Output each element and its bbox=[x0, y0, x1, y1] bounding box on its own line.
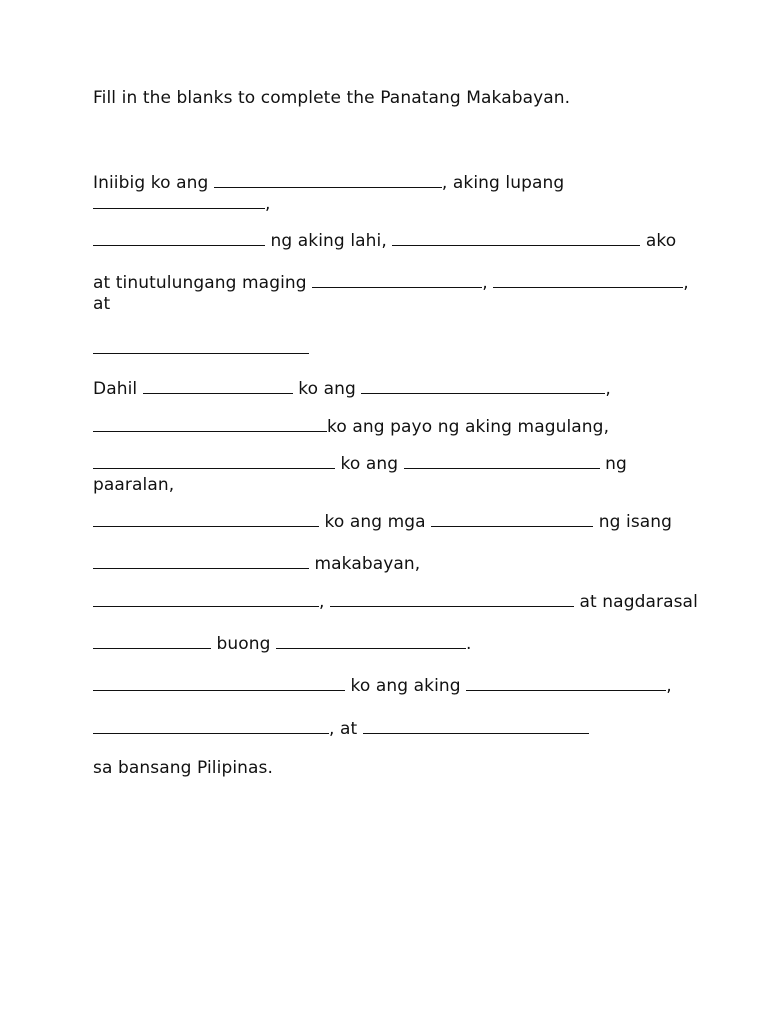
pledge-text: ko ang bbox=[292, 379, 362, 399]
pledge-text: ng aking lahi, bbox=[265, 231, 393, 251]
pledge-text: Iniibig ko ang bbox=[93, 173, 214, 193]
pledge-text: , bbox=[319, 592, 331, 612]
pledge-line-9 bbox=[93, 454, 627, 475]
pledge-text: , at bbox=[329, 719, 363, 739]
pledge-line-6 bbox=[93, 339, 309, 360]
pledge-text: buong bbox=[211, 634, 277, 654]
answer-blank[interactable] bbox=[93, 593, 319, 607]
pledge-line-14 bbox=[93, 634, 472, 655]
pledge-line-7 bbox=[93, 379, 611, 400]
pledge-line-8 bbox=[93, 417, 609, 438]
answer-blank[interactable] bbox=[93, 340, 309, 354]
answer-blank[interactable] bbox=[330, 593, 574, 607]
pledge-text: . bbox=[466, 634, 472, 654]
answer-blank[interactable] bbox=[363, 720, 589, 734]
pledge-text: ko ang payo ng aking magulang, bbox=[327, 417, 610, 437]
pledge-line-5 bbox=[93, 294, 110, 315]
answer-blank[interactable] bbox=[93, 418, 327, 432]
pledge-text: ko ang mga bbox=[319, 512, 432, 532]
answer-blank[interactable] bbox=[312, 274, 482, 288]
answer-blank[interactable] bbox=[93, 195, 265, 209]
pledge-text: at tinutulungang maging bbox=[93, 273, 313, 293]
pledge-text: ako bbox=[640, 231, 677, 251]
pledge-text: , bbox=[265, 194, 271, 214]
answer-blank[interactable] bbox=[93, 513, 319, 527]
pledge-text: ng bbox=[599, 454, 627, 474]
answer-blank[interactable] bbox=[493, 274, 683, 288]
answer-blank[interactable] bbox=[466, 677, 666, 691]
answer-blank[interactable] bbox=[93, 555, 309, 569]
answer-blank[interactable] bbox=[431, 513, 593, 527]
pledge-text: ng isang bbox=[593, 512, 673, 532]
pledge-text: ko ang aking bbox=[345, 676, 467, 696]
pledge-line-15 bbox=[93, 676, 672, 697]
pledge-text: sa bansang Pilipinas. bbox=[93, 758, 274, 778]
answer-blank[interactable] bbox=[93, 455, 335, 469]
pledge-text: makabayan, bbox=[309, 554, 421, 574]
answer-blank[interactable] bbox=[93, 635, 211, 649]
pledge-line-2 bbox=[93, 194, 271, 215]
pledge-text: Dahil bbox=[93, 379, 143, 399]
pledge-line-1 bbox=[93, 173, 564, 194]
pledge-text: at bbox=[93, 294, 111, 314]
answer-blank[interactable] bbox=[93, 677, 345, 691]
pledge-line-13 bbox=[93, 592, 698, 613]
pledge-text: , bbox=[605, 379, 611, 399]
pledge-text: at nagdarasal bbox=[574, 592, 698, 612]
pledge-line-3 bbox=[93, 231, 676, 252]
answer-blank[interactable] bbox=[392, 232, 640, 246]
pledge-text: , bbox=[683, 273, 689, 293]
pledge-line-11 bbox=[93, 512, 672, 533]
pledge-text: ko ang bbox=[335, 454, 404, 474]
answer-blank[interactable] bbox=[143, 380, 293, 394]
pledge-line-16 bbox=[93, 719, 589, 740]
answer-blank[interactable] bbox=[214, 174, 442, 188]
pledge-line-17 bbox=[93, 758, 273, 779]
answer-blank[interactable] bbox=[93, 232, 265, 246]
answer-blank[interactable] bbox=[361, 380, 605, 394]
pledge-text: , bbox=[666, 676, 672, 696]
answer-blank[interactable] bbox=[93, 720, 329, 734]
pledge-line-4 bbox=[93, 273, 689, 294]
answer-blank[interactable] bbox=[404, 455, 600, 469]
instructions: Fill in the blanks to complete the Panatang Makabayan. bbox=[93, 88, 571, 108]
pledge-text: , bbox=[482, 273, 494, 293]
pledge-line-10 bbox=[93, 475, 174, 496]
pledge-line-12 bbox=[93, 554, 420, 575]
pledge-text: paaralan, bbox=[93, 475, 175, 495]
pledge-text: , aking lupang bbox=[441, 173, 565, 193]
answer-blank[interactable] bbox=[276, 635, 466, 649]
